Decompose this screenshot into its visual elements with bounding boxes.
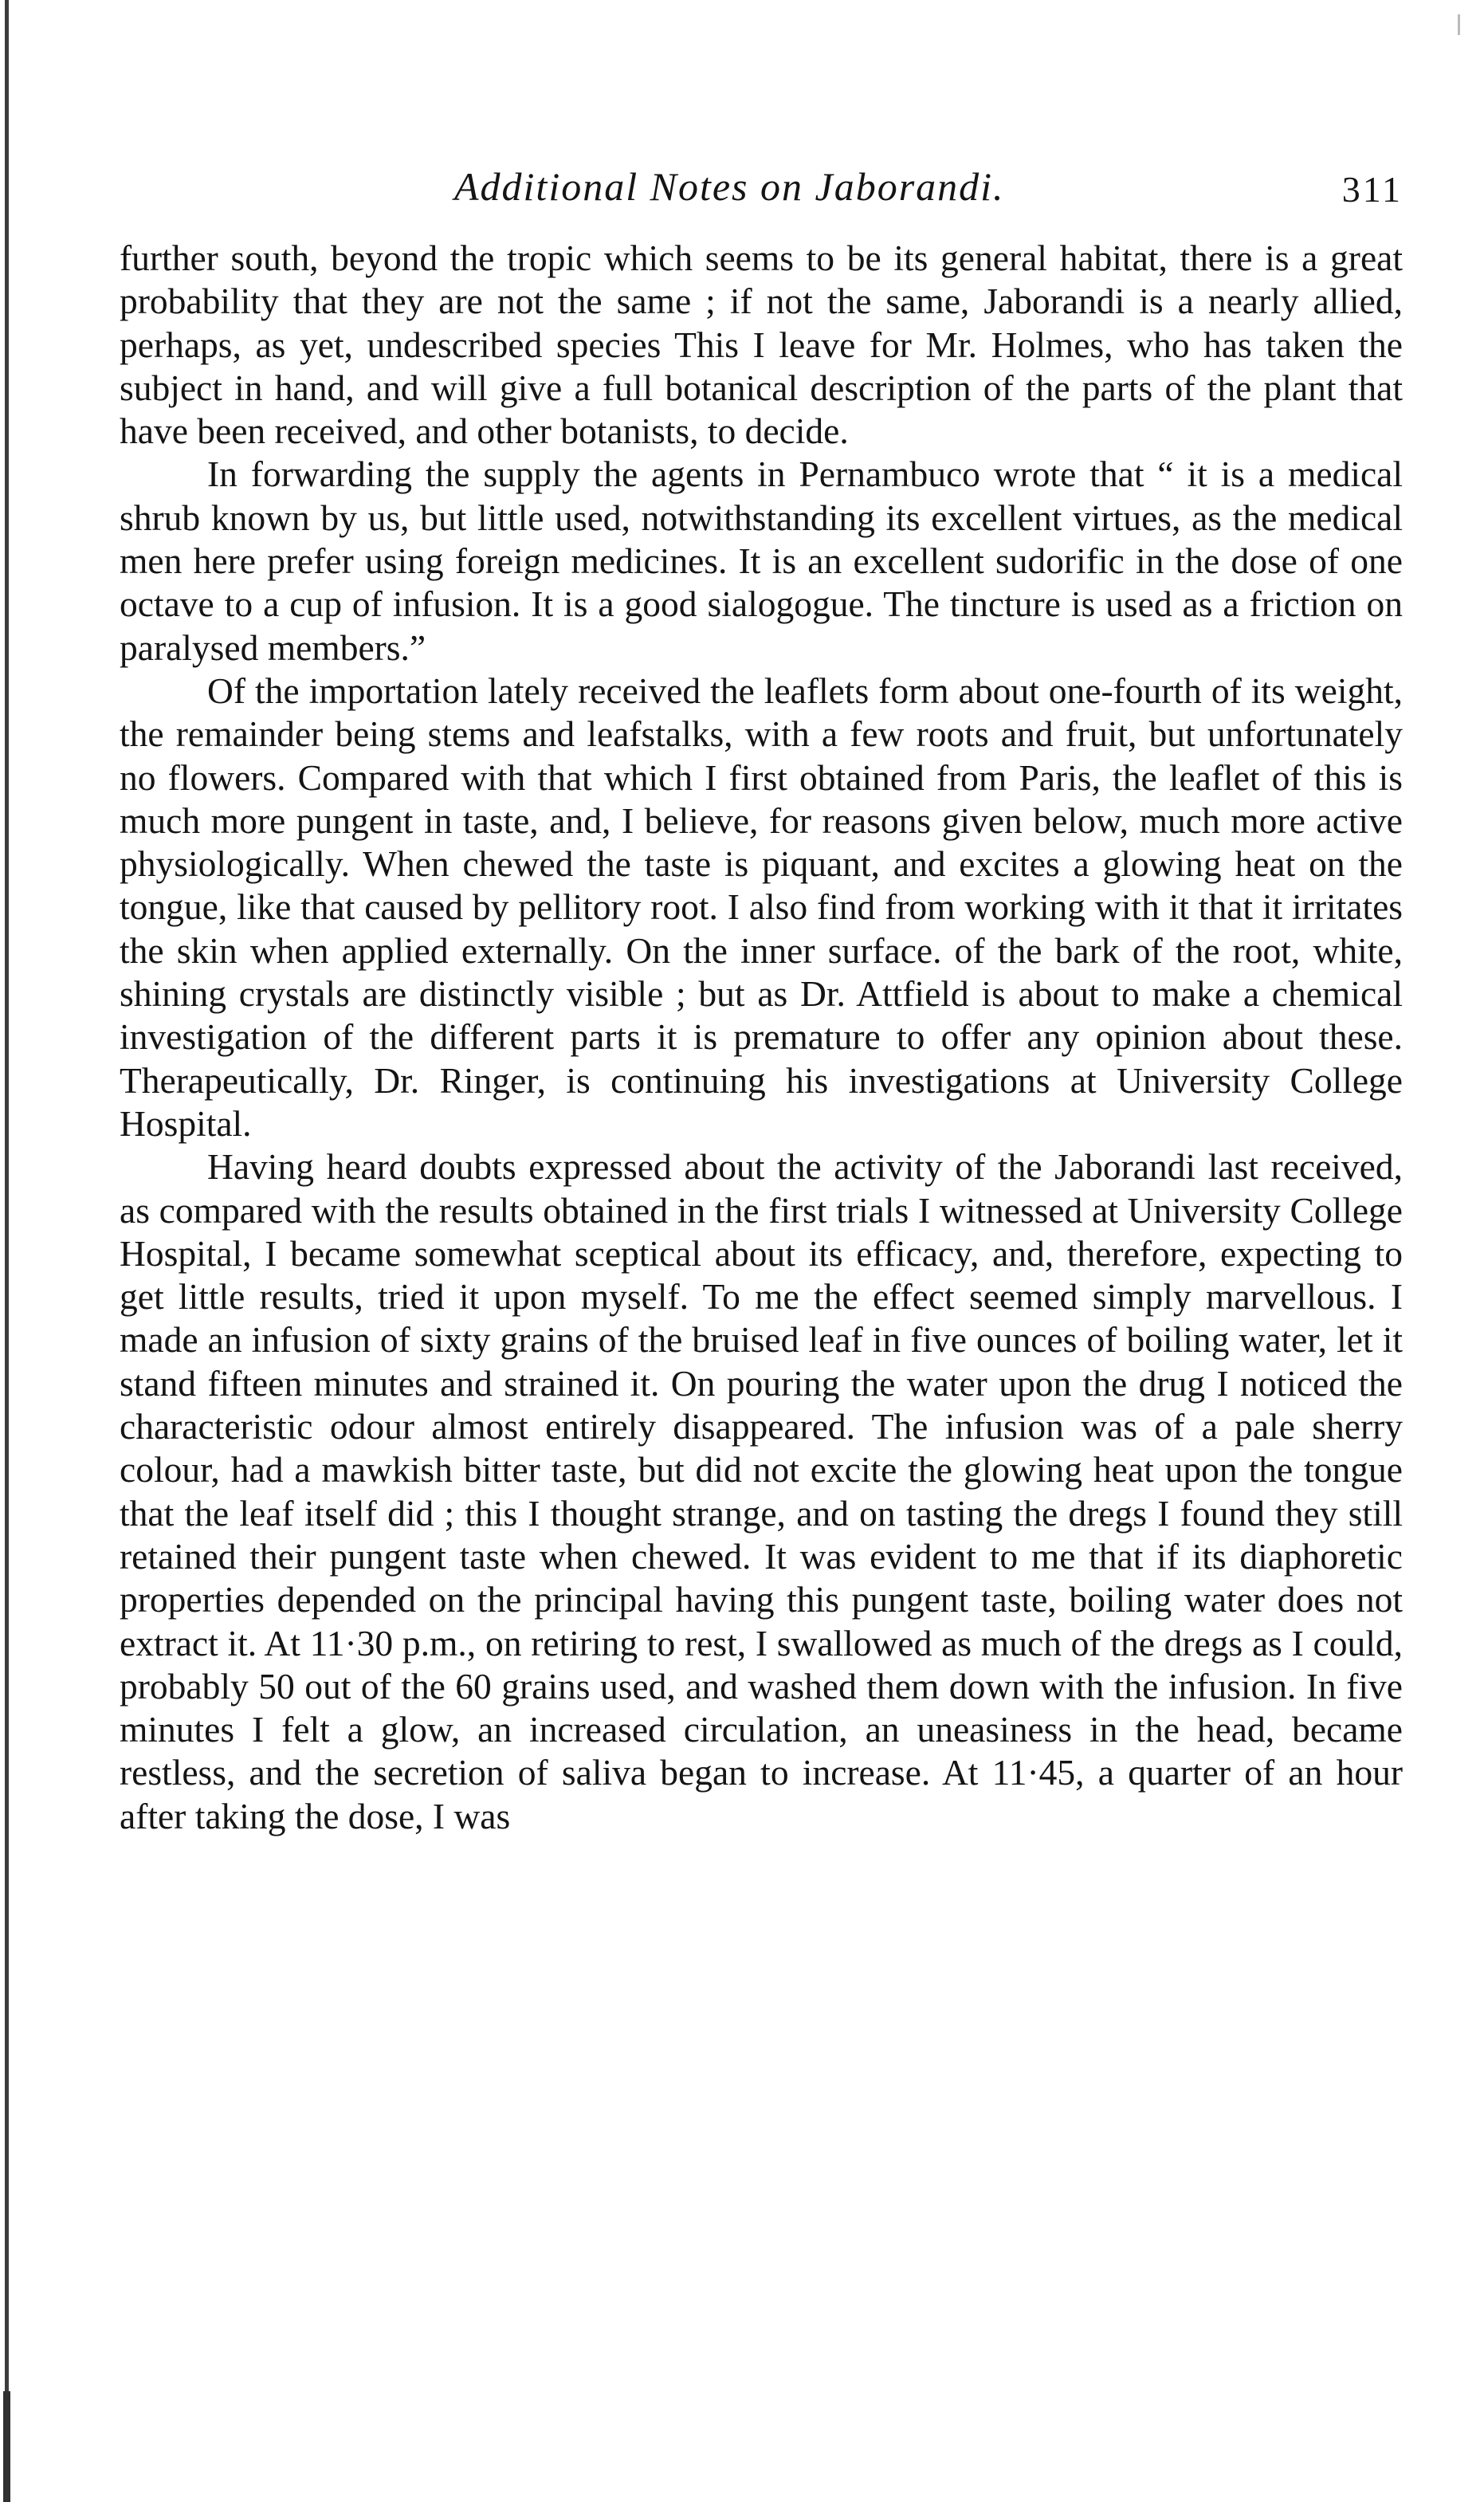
body-text bbox=[120, 237, 1403, 1838]
page-number: 311 bbox=[1341, 169, 1403, 210]
running-title: Additional Notes on Jaborandi. bbox=[454, 164, 1005, 209]
paragraph-importation: Of the importation lately received the leaflets form about one-fourth of its weight, the remainder being stems and leafstalks, with a few roots and fruit, but unfortunately no flowers. Compared with that which I first obtained from Paris, the leaflet of this is much more pungent in taste, and, I believe, for reasons given below, much more active physiologically. When chewed the taste is piquant, and excites a glowing heat on the tongue, like that caused by pellitory root. I also find from working with it that it irritates the skin when applied externally. On the inner surface. of the bark of the root, white, shining crystals are distinctly visible ; but as Dr. Attfield is about to make a chemical investigation of the different parts it is premature to offer any opinion about these. Therapeutically, Dr. Ringer, is continuing his investigations at University College Hospital. bbox=[120, 670, 1403, 1144]
book-page bbox=[120, 163, 1403, 1838]
corner-mark bbox=[1458, 14, 1460, 35]
paragraph-self-trial: Having heard doubts expressed about the activity of the Jaborandi last received, as compared with the results obtained in the first trials I witnessed at University College Hospital, I became somewhat sceptical about its efficacy, and, therefore, expecting to get little results, tried it upon myself. To me the effect seemed simply marvellous. I made an infusion of sixty grains of the bruised leaf in five ounces of boiling water, let it stand fifteen minutes and strained it. On pouring the water upon the drug I noticed the characteristic odour almost entirely disappeared. The infusion was of a pale sherry colour, had a mawkish bitter taste, but did not excite the glowing heat upon the tongue that the leaf itself did ; this I thought strange, and on tasting the dregs I found they still retained their pungent taste when chewed. It was evident to me that if its diaphoretic properties depended on the principal having this pungent taste, boiling water does not extract it. At 11·30 p.m., on retiring to rest, I swallowed as much of the dregs as I could, probably 50 out of the 60 grains used, and washed them down with the infusion. In five minutes I felt a glow, an increased circulation, an uneasiness in the head, became restless, and the secretion of saliva began to increase. At 11·45, a quarter of an hour after taking the dose, I was bbox=[120, 1146, 1403, 1836]
page-edge-shadow bbox=[5, 0, 9, 2391]
page-edge-shadow-bottom bbox=[3, 2391, 10, 2502]
running-header bbox=[120, 163, 1403, 219]
paragraph-pernambuco: In forwarding the supply the agents in Pernambuco wrote that “ it is a medical shrub known by us, but little used, notwithstanding its excellent virtues, as the medical men here prefer using foreign medicines. It is an excellent sudorific in the dose of one octave to a cup of infusion. It is a good sialogogue. The tincture is used as a friction on paralysed members.” bbox=[120, 454, 1403, 668]
paragraph-continued: further south, beyond the tropic which seems to be its general habitat, there is a great probability that they are not the same ; if not the same, Jaborandi is a nearly allied, perhaps, as yet, undescribed species This I leave for Mr. Holmes, who has taken the subject in hand, and will give a full botanical description of the parts of the plant that have been received, and other botanists, to decide. bbox=[120, 238, 1403, 452]
